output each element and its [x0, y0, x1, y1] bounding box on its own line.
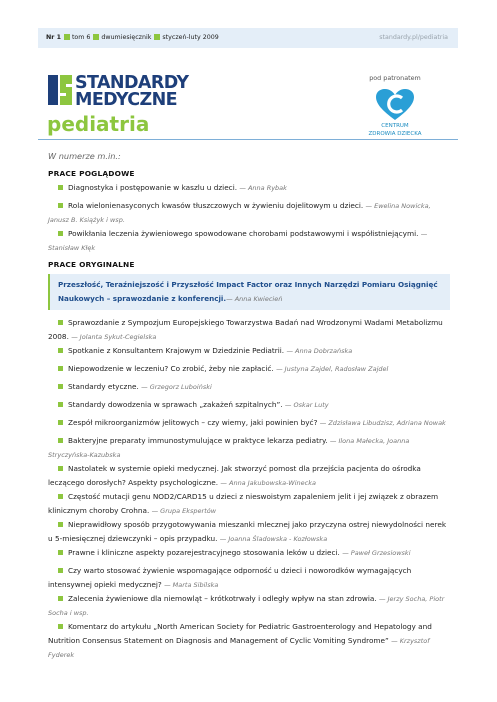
issue-date: styczeń-luty 2009 — [162, 34, 219, 41]
article-author: Jerzy Socha, Piotr Socha i wsp. — [48, 595, 445, 617]
bullet-square-icon — [58, 366, 63, 371]
article-author: Krzysztof Fyderek — [48, 637, 430, 659]
section-title-review: PRACE POGLĄDOWE — [48, 169, 135, 178]
logo-line-2: MEDYCZNE — [75, 90, 178, 110]
article-author: Marta Sibilska — [172, 581, 219, 589]
bullet-square-icon — [58, 494, 63, 499]
bullet-square-icon — [58, 522, 63, 527]
frequency: dwumiesięcznik — [101, 34, 152, 41]
featured-article-title: Przeszłość, Teraźniejszość i Przyszłość Impact Factor oraz Innych Narzędzi Pomiaru Osiągnięć Naukowych – sprawozdanie z konferencji. — [58, 280, 438, 303]
article-item[interactable]: Bakteryjne preparaty immunostymulujące w praktyce lekarza pediatry. — Ilona Małecka, Joanna Stryczyńska-Kazubska — [48, 436, 410, 459]
article-item[interactable]: Nastolatek w systemie opieki medycznej. Jak stworzyć pomost dla przejścia pacjenta do ośrodka leczącego dorosłych? Aspekty psychologiczne. — Anna Jakubowska-Winecka — [48, 464, 421, 487]
article-item[interactable]: Zalecenia żywieniowe dla niemowląt – krótkotrwały i odległy wpływ na stan zdrowia. — Jerzy Socha, Piotr Socha i wsp. — [48, 594, 445, 617]
article-title: Rola wielonienasyconych kwasów tłuszczowych w żywieniu dojelitowym u dzieci. — [68, 201, 364, 210]
journal-subtitle: pediatria — [47, 112, 150, 136]
article-item[interactable]: Standardy etyczne. — Grzegorz Luboiński — [48, 380, 450, 394]
intro-text: W numerze m.in.: — [48, 151, 121, 161]
website-link[interactable]: standardy.pl/pediatria — [379, 34, 448, 41]
bullet-square-icon — [58, 438, 63, 443]
article-title: Zespół mikroorganizmów jelitowych – czy wiemy, jaki powinien być? — [68, 418, 318, 427]
article-item[interactable]: Rola wielonienasyconych kwasów tłuszczowych w żywieniu dojelitowym u dzieci. — Ewelina Nowicka, Janusz B. Książyk i wsp. — [48, 201, 431, 224]
bullet-square-icon — [58, 348, 63, 353]
issue-bar — [38, 28, 458, 48]
article-item[interactable]: Częstość mutacji genu NOD2/CARD15 u dzieci z nieswoistym zapaleniem jelit i jej związek z obrazem klinicznym choroby Crohna. — Grupa Ekspertów — [48, 492, 439, 515]
article-author: Anna Jakubowska-Winecka — [229, 479, 316, 487]
bullet-square-icon — [64, 34, 70, 40]
article-author: Paweł Grzesiowski — [350, 549, 411, 557]
bullet-square-icon — [58, 596, 63, 601]
patronage — [355, 74, 435, 138]
article-title: Zalecenia żywieniowe dla niemowląt – krótkotrwały i odległy wpływ na stan zdrowia. — [68, 594, 377, 603]
logo-mark-icon — [48, 75, 72, 105]
bullet-square-icon — [154, 34, 160, 40]
article-title: Niepowodzenie w leczeniu? Co zrobić, żeby nie zapłacić. — [68, 364, 274, 373]
featured-article[interactable]: Przeszłość, Teraźniejszość i Przyszłość Impact Factor oraz Innych Narzędzi Pomiaru Osiągnięć Naukowych – sprawozdanie z konferencji.— Anna Kwiecień — [48, 274, 450, 310]
article-title: Diagnostyka i postępowanie w kaszlu u dzieci. — [68, 183, 238, 192]
article-title: Czy warto stosować żywienie wspomagające odporność u dzieci i noworodków wymagających intensywnej opieki medycznej? — [48, 566, 412, 589]
journal-logo — [48, 74, 208, 114]
article-author: Ilona Małecka, Joanna Stryczyńska-Kazubska — [48, 437, 410, 459]
volume: tom 6 — [71, 34, 91, 41]
bullet-square-icon — [93, 34, 99, 40]
bullet-square-icon — [58, 550, 63, 555]
patronage-label: pod patronatem — [369, 74, 421, 82]
article-item[interactable]: Prawne i kliniczne aspekty pozarejestracyjnego stosowania leków u dzieci. — Paweł Grzesiowski — [48, 546, 450, 560]
article-title: Sprawozdanie z Sympozjum Europejskiego Towarzystwa Badań nad Wrodzonymi Wadami Metabolizmu 2008. — [48, 318, 443, 341]
article-title: Bakteryjne preparaty immunostymulujące w praktyce lekarza pediatry. — [68, 436, 328, 445]
patronage-name-line-2: ZDROWIA DZIECKA — [368, 131, 422, 137]
bullet-square-icon — [58, 568, 63, 573]
article-title: Standardy dowodzenia w sprawach „zakażeń szpitalnych”. — [68, 400, 283, 409]
article-author: Grupa Ekspertów — [160, 507, 217, 515]
article-author: Ewelina Nowicka, Janusz B. Książyk i wsp. — [48, 202, 431, 224]
article-item[interactable]: Czy warto stosować żywienie wspomagające odporność u dzieci i noworodków wymagających intensywnej opieki medycznej? — Marta Sibilska — [48, 566, 412, 589]
article-author: Grzegorz Luboiński — [149, 383, 212, 391]
article-author: Stanisław Kłęk — [48, 244, 96, 252]
article-title: Standardy etyczne. — [68, 382, 139, 391]
bullet-square-icon — [58, 420, 63, 425]
article-item[interactable]: Komentarz do artykułu „North American Society for Pediatric Gastroenterology and Hepatology and Nutrition Consensus Statement on Diagnosis and Management of Cyclic Vomiting Syndrome” — Krzysztof Fyderek — [48, 622, 432, 659]
article-author: Anna Rybak — [247, 184, 287, 192]
article-author: Anna Dobrzańska — [295, 347, 353, 355]
patronage-name-line-1: CENTRUM — [381, 123, 409, 129]
bullet-square-icon — [58, 231, 63, 236]
article-title: Komentarz do artykułu „North American Society for Pediatric Gastroenterology and Hepatology and Nutrition Consensus Statement on Diagnosis and Management of Cyclic Vomiting Syndrome” — [48, 622, 432, 645]
article-title: Częstość mutacji genu NOD2/CARD15 u dzieci z nieswoistym zapaleniem jelit i jej związek z obrazem klinicznym choroby Crohna. — [48, 492, 439, 515]
logo-line-1: STANDARDY — [75, 73, 189, 93]
issue-info — [46, 28, 219, 48]
bullet-square-icon — [58, 402, 63, 407]
bullet-square-icon — [58, 185, 63, 190]
article-item[interactable]: Powikłania leczenia żywieniowego spowodowane chorobami podstawowymi i współistniejącymi. — Stanisław Kłęk — [48, 229, 428, 252]
article-item[interactable]: Zespół mikroorganizmów jelitowych – czy wiemy, jaki powinien być? — Zdzisława Libudzisz, Adriana Nowak — [48, 416, 450, 430]
bullet-square-icon — [58, 466, 63, 471]
article-item[interactable]: Nieprawidłowy sposób przygotowywania mieszanki mlecznej jako przyczyna ostrej niewydolności nerek u 5-miesięcznej dziewczynki – opis przypadku. — Joanna Śladowska - Kozłowska — [48, 520, 447, 543]
article-author: Oskar Luty — [293, 401, 329, 409]
heart-icon — [375, 88, 415, 122]
bullet-square-icon — [58, 384, 63, 389]
bullet-square-icon — [58, 320, 63, 325]
article-item[interactable]: Niepowodzenie w leczeniu? Co zrobić, żeby nie zapłacić. — Justyna Zajdel, Radosław Zajdel — [48, 362, 450, 376]
article-title: Nieprawidłowy sposób przygotowywania mieszanki mlecznej jako przyczyna ostrej niewydolności nerek u 5-miesięcznej dziewczynki – opis przypadku. — [48, 520, 447, 543]
bullet-square-icon — [58, 624, 63, 629]
article-author: Joanna Śladowska - Kozłowska — [228, 535, 328, 543]
article-item[interactable]: Sprawozdanie z Sympozjum Europejskiego Towarzystwa Badań nad Wrodzonymi Wadami Metabolizmu 2008. — Jolanta Sykut-Cegielska — [48, 318, 443, 341]
article-author: Zdzisława Libudzisz, Adriana Nowak — [328, 419, 446, 427]
article-title: Prawne i kliniczne aspekty pozarejestracyjnego stosowania leków u dzieci. — [68, 548, 340, 557]
bullet-square-icon — [58, 203, 63, 208]
article-author: Justyna Zajdel, Radosław Zajdel — [284, 365, 389, 373]
article-item[interactable]: Standardy dowodzenia w sprawach „zakażeń szpitalnych”. — Oskar Luty — [48, 398, 450, 412]
featured-article-author: Anna Kwiecień — [234, 295, 283, 303]
article-title: Powikłania leczenia żywieniowego spowodowane chorobami podstawowymi i współistniejącymi. — [68, 229, 419, 238]
issue-number: Nr 1 — [46, 34, 61, 41]
article-item[interactable]: Spotkanie z Konsultantem Krajowym w Dziedzinie Pediatrii. — Anna Dobrzańska — [48, 344, 450, 358]
article-title: Nastolatek w systemie opieki medycznej. Jak stworzyć pomost dla przejścia pacjenta do ośrodka leczącego dorosłych? Aspekty psychologiczne. — [48, 464, 421, 487]
article-item[interactable]: Diagnostyka i postępowanie w kaszlu u dzieci. — Anna Rybak — [48, 181, 450, 195]
section-title-original: PRACE ORYGINALNE — [48, 260, 135, 269]
header-divider — [38, 139, 458, 140]
article-author: Jolanta Sykut-Cegielska — [79, 333, 157, 341]
article-title: Spotkanie z Konsultantem Krajowym w Dziedzinie Pediatrii. — [68, 346, 285, 355]
